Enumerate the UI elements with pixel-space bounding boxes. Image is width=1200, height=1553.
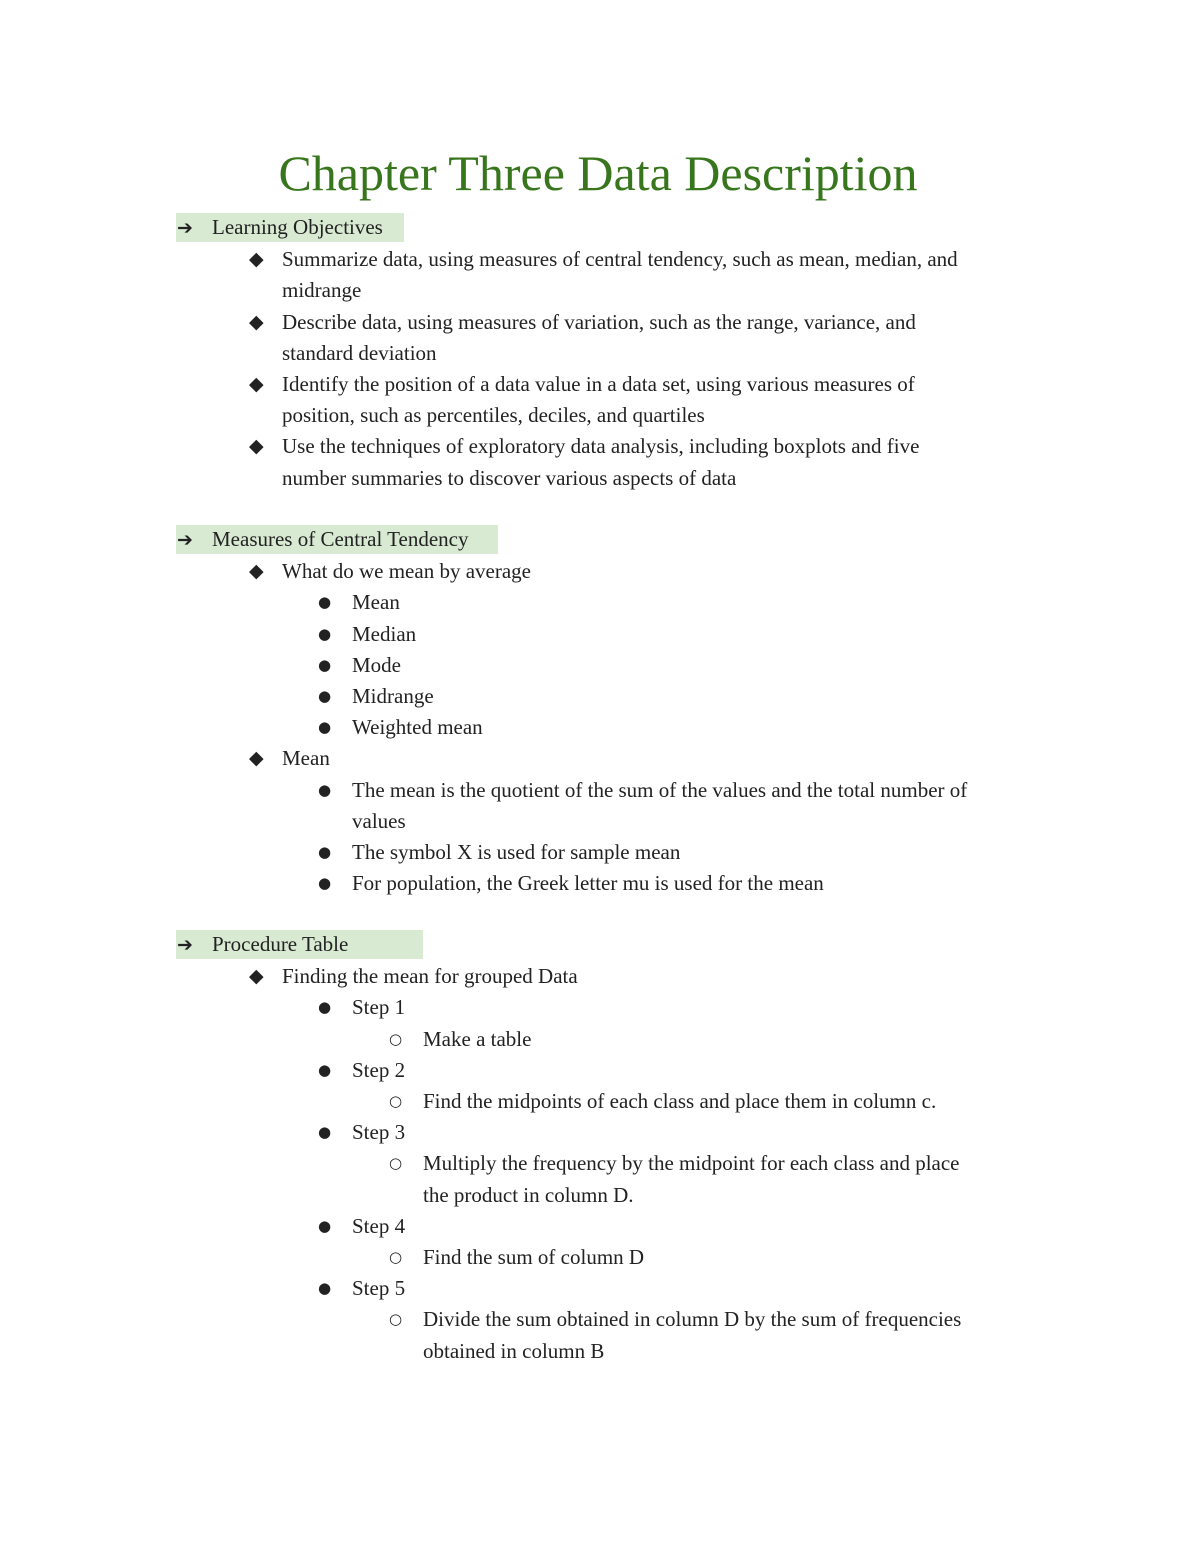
diamond-bullet-icon: ◆ — [249, 560, 264, 583]
step-label: Step 2 — [352, 1057, 406, 1082]
step-label: Step 5 — [352, 1276, 406, 1301]
section-heading-label: Measures of Central Tendency — [212, 527, 469, 551]
list-item-text: Summarize data, using measures of central tendency, such as mean, median, and — [282, 247, 958, 272]
round-bullet-icon: ● — [318, 1060, 332, 1079]
sub-list-item: values — [352, 808, 406, 833]
list-item-text: number summaries to discover various aspects of data — [282, 465, 737, 490]
step-detail: Find the sum of column D — [423, 1245, 645, 1269]
sub-list-item: Mean — [352, 590, 400, 615]
round-bullet-icon: ● — [318, 718, 332, 737]
step-detail: obtained in column B — [423, 1338, 605, 1363]
arrow-right-icon: ➔ — [177, 529, 193, 551]
list-item-text: midrange — [282, 278, 362, 303]
list-item-text: position, such as percentiles, deciles, and quartiles — [282, 403, 705, 428]
list-item-text: standard deviation — [282, 340, 437, 365]
sub-list-item: The symbol X is used for sample mean — [352, 840, 681, 864]
sub-list-item: The mean is the quotient of the sum of the values and the total number of — [352, 777, 968, 802]
round-bullet-icon: ● — [318, 843, 332, 861]
section-heading — [176, 930, 423, 959]
round-bullet-icon: ● — [318, 593, 332, 612]
list-item-text: Mean — [282, 746, 330, 771]
hollow-circle-bullet-icon: ○ — [389, 1029, 403, 1048]
step-detail: Multiply the frequency by the midpoint for each class and place — [423, 1151, 960, 1176]
hollow-circle-bullet-icon: ○ — [389, 1154, 403, 1173]
list-item-text: Identify the position of a data value in a data set, using various measures of — [282, 372, 915, 396]
diamond-bullet-icon: ◆ — [249, 965, 264, 988]
round-bullet-icon: ● — [318, 1123, 332, 1142]
diamond-bullet-icon: ◆ — [249, 373, 264, 395]
sub-list-item: Mode — [352, 652, 401, 677]
sub-list-item: Weighted mean — [352, 715, 483, 740]
arrow-right-icon: ➔ — [177, 217, 193, 239]
round-bullet-icon: ● — [318, 624, 332, 643]
sub-list-item: Median — [352, 621, 417, 646]
section-heading — [176, 525, 498, 554]
diamond-bullet-icon: ◆ — [249, 435, 264, 458]
section-heading — [176, 213, 404, 242]
diamond-bullet-icon: ◆ — [249, 248, 264, 271]
step-detail: Make a table — [423, 1026, 532, 1051]
arrow-right-icon: ➔ — [177, 934, 193, 956]
hollow-circle-bullet-icon: ○ — [389, 1248, 403, 1266]
step-detail: Divide the sum obtained in column D by the sum of frequencies — [423, 1307, 962, 1332]
sub-list-item: For population, the Greek letter mu is used for the mean — [352, 871, 824, 896]
section-heading-label: Procedure Table — [212, 932, 349, 956]
list-item-text: Finding the mean for grouped Data — [282, 964, 578, 989]
list-item-text: What do we mean by average — [282, 559, 531, 584]
step-label: Step 1 — [352, 995, 406, 1020]
hollow-circle-bullet-icon: ○ — [389, 1310, 403, 1329]
sub-list-item: Midrange — [352, 684, 434, 708]
step-detail: Find the midpoints of each class and place them in column c. — [423, 1089, 937, 1113]
round-bullet-icon: ● — [318, 874, 332, 893]
list-item-text: Use the techniques of exploratory data analysis, including boxplots and five — [282, 434, 920, 459]
hollow-circle-bullet-icon: ○ — [389, 1092, 403, 1110]
step-label: Step 4 — [352, 1213, 406, 1238]
page-title: Chapter Three Data Description — [278, 145, 918, 201]
list-item-text: Describe data, using measures of variation, such as the range, variance, and — [282, 309, 916, 334]
round-bullet-icon: ● — [318, 780, 332, 799]
round-bullet-icon: ● — [318, 687, 332, 705]
diamond-bullet-icon: ◆ — [249, 747, 264, 770]
step-label: Step 3 — [352, 1120, 406, 1145]
round-bullet-icon: ● — [318, 998, 332, 1017]
diamond-bullet-icon: ◆ — [249, 310, 264, 333]
round-bullet-icon: ● — [318, 1279, 332, 1298]
step-detail: the product in column D. — [423, 1182, 634, 1207]
round-bullet-icon: ● — [318, 1216, 332, 1235]
section-heading-label: Learning Objectives — [212, 215, 383, 239]
round-bullet-icon: ● — [318, 655, 332, 674]
